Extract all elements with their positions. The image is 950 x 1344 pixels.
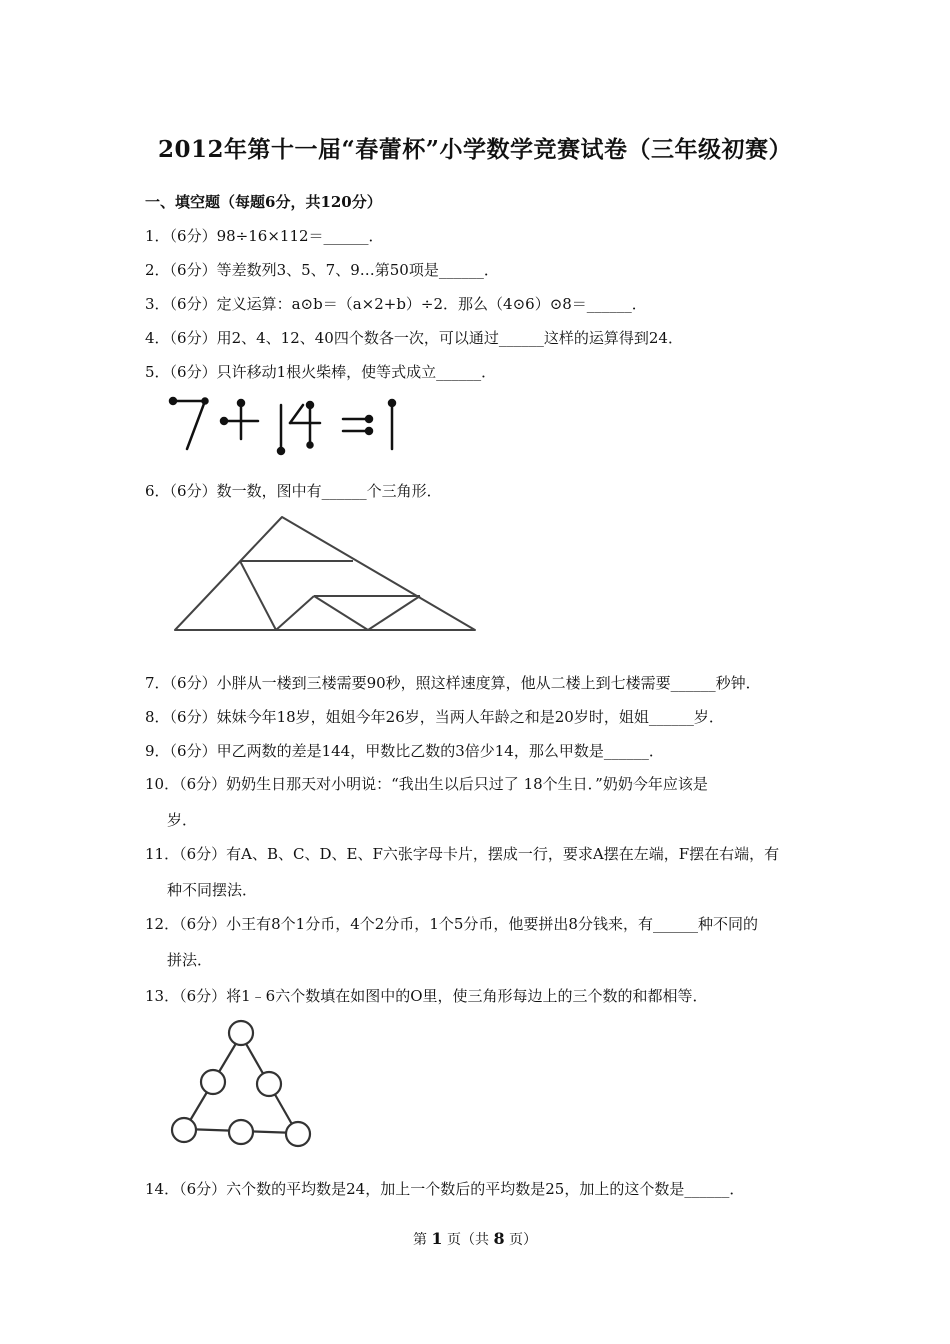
page-footer: 第 1 页（共 8 页） [412,1229,538,1248]
question-7: 7．（6分）小胖从一楼到三楼需要90秒，照这样速度算，他从二楼上到七楼需要______秒钟． [145,674,761,692]
question-11: 11．（6分）有A、B、C、D、E、F六张字母卡片，摆成一行，要求A摆在左端，F摆在右端，有 种不同摆法． [145,845,780,899]
question-10: 10．（6分）奶奶生日那天对小明说：“我出生以后只过了 18个生日．”奶奶今年应该是 岁． [145,775,708,829]
section-heading: 一、填空题（每题6分，共120分） [145,193,382,211]
question-6: 6．（6分）数一数，图中有______个三角形． [145,482,442,500]
triangle-count-figure [168,512,480,636]
question-12: 12．（6分）小王有8个1分币，4个2分币，1个5分币，他要拼出8分钱来，有______种不同的 拼法． [145,915,758,969]
matchstick-equation-figure [163,393,403,461]
question-1: 1．（6分）98÷16×112＝______． [145,227,384,245]
question-3: 3．（6分）定义运算：a⊙b＝（a×2+b）÷2．那么（4⊙6）⊙8＝______． [145,295,647,313]
question-14: 14．（6分）六个数的平均数是24，加上一个数后的平均数是25，加上的这个数是______． [145,1180,745,1198]
question-8: 8．（6分）妹妹今年18岁，姐姐今年26岁，当两人年龄之和是20岁时，姐姐______岁． [145,708,724,726]
question-4: 4．（6分）用2、4、12、40四个数各一次，可以通过______这样的运算得到24． [145,329,683,347]
page-title: 2012年第十一届“春蕾杯”小学数学竞赛试卷（三年级初赛） [158,136,792,163]
question-13: 13．（6分）将1﹣6六个数填在如图中的O里，使三角形每边上的三个数的和都相等． [145,987,708,1005]
question-2: 2．（6分）等差数列3、5、7、9…第50项是______． [145,261,499,279]
circle-triangle-figure [163,1017,323,1153]
question-5: 5．（6分）只许移动1根火柴棒，使等式成立______． [145,363,497,381]
question-9: 9．（6分）甲乙两数的差是144，甲数比乙数的3倍少14，那么甲数是______． [145,742,664,760]
